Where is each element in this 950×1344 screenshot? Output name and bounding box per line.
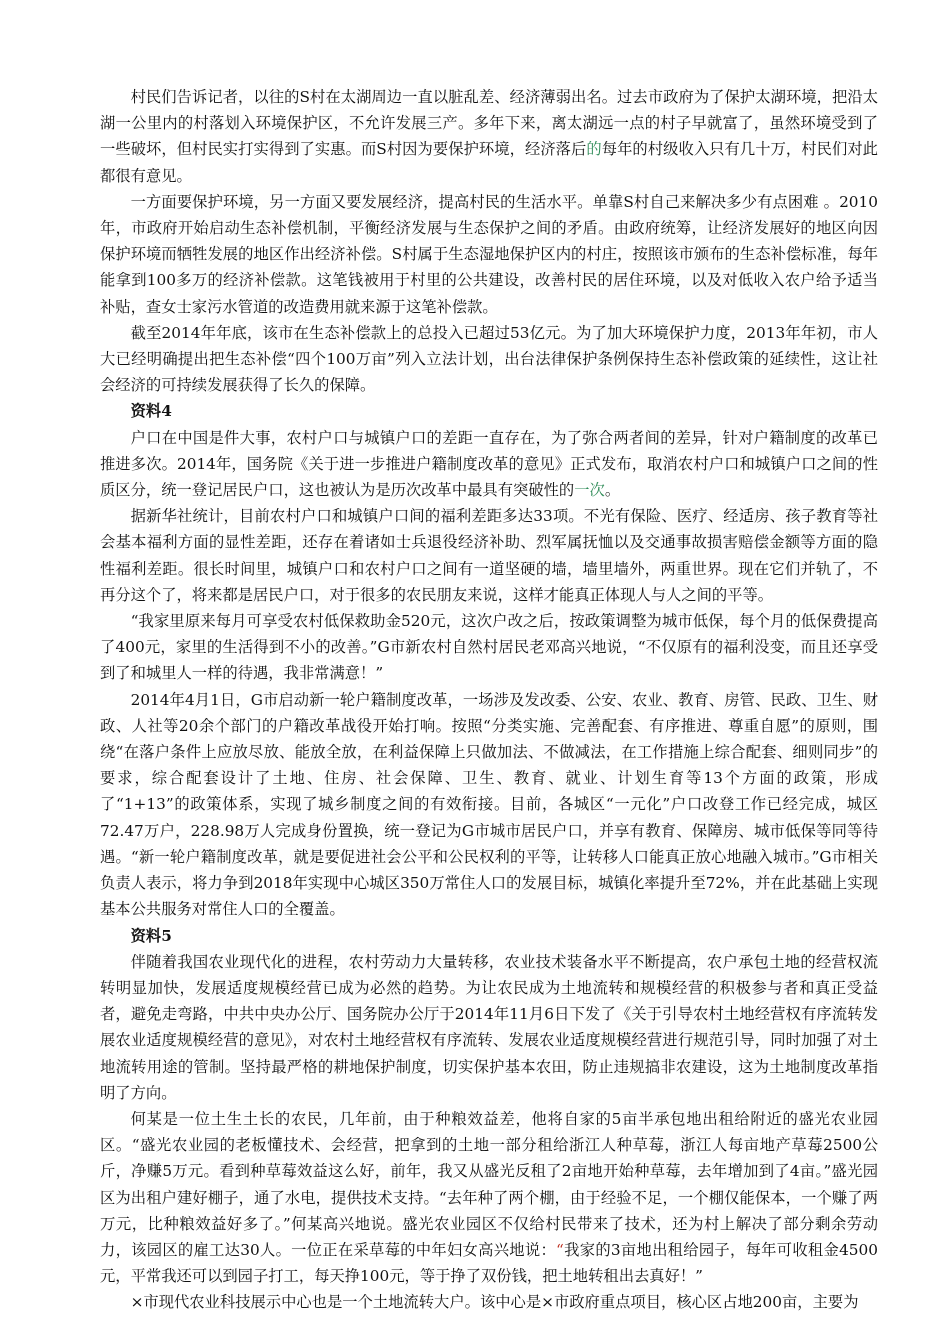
paragraph-compensation-investment: 截至2014年年底，该市在生态补偿款上的总投入已超过53亿元。为了加大环境保护力度，2013年年初，市人大已经明确提出把生态补偿“四个100万亩”列入立法计划，出台法律保护条例保持生态补偿政策的延续性，这让社会经济的可持续发展获得了长久的保障。 xyxy=(100,323,878,395)
paragraph-text: 户口在中国是件大事，农村户口与城镇户口的差距一直存在，为了弥合两者间的差异，针对户籍制度的改革已推进多次。2014年，国务院《关于进一步推进户籍制度改革的意见》正式发布，取消农村户口和城镇户口之间的性质区分，统一登记居民户口，这也被认为是历次改革中最具有突破性的 xyxy=(100,428,878,500)
paragraph-g-city-reform: 2014年4月1日，G市启动新一轮户籍制度改革，一场涉及发改委、公安、农业、教育、房管、民政、卫生、财政、人社等20余个部门的户籍改革战役开始打响。按照“分类实施、完善配套、有序推进、尊重自愿”的原则，围绕“在落户条件上应放尽放、能放全放，在利益保障上只做加法、不做减法，在工作措施上综合配套、细则同步”的要求，综合配套设计了土地、住房、社会保障、卫生、教育、就业、计划生育等13个方面的政策，形成了“1+13”的政策体系，实现了城乡制度之间的有效衔接。目前，各城区“一元化”户口改登工作已经完成，城区72.47万户，228.98万人完成身份置换，统一登记为G市城市居民户口，并享有教育、保障房、城市低保等同等待遇。“新一轮户籍制度改革，就是要促进社会公平和公民权利的平等，让转移人口能真正放心地融入城市。”G市相关负责人表示，将力争到2018年实现中心城区350万常住人口的发展目标，城镇化率提升至72%，并在此基础上实现基本公共服务对常住人口的全覆盖。 xyxy=(100,690,878,919)
paragraph-text: 。 xyxy=(604,481,621,500)
paragraph-text: 每年的村级收入只有几十万，村民们对此都很有意见。 xyxy=(100,140,878,185)
section-heading-material-5: 资料5 xyxy=(130,926,172,945)
document-page xyxy=(100,84,878,1316)
paragraph-welfare-gap: 据新华社统计，目前农村户口和城镇户口间的福利差距多达33项。不光有保险、医疗、经适房、孩子教育等社会基本福利方面的显性差距，还存在着诸如士兵退役经济补助、烈军属抚恤以及交通事故损害赔偿金额等方面的隐性福利差距。很长时间里，城镇户口和农村户口之间有一道坚硬的墙，墙里墙外，两重世界。现在它们并轨了，不再分这个了，将来都是居民户口，对于很多的农民朋友来说，这样才能真正体现人与人之间的平等。 xyxy=(100,507,878,604)
paragraph-eco-compensation: 一方面要保护环境，另一方面又要发展经济，提高村民的生活水平。单靠S村自己来解决多少有点困难 。2010年，市政府开始启动生态补偿机制，平衡经济发展与生态保护之间的矛盾。由政府统筹，让经济发展好的地区向因保护环境而牺牲发展的地区作出经济补偿。S村属于生态湿地保护区内的村庄，按照该市颁布的生态补偿标准，每年能拿到100多万的经济补偿款。这笔钱被用于村里的公共建设，改善村民的居住环境，以及对低收入农户给予适当补贴，查女士家污水管道的改造费用就来源于这笔补偿款。 xyxy=(100,192,878,316)
paragraph-s-village-history xyxy=(100,84,878,189)
paragraph-tech-center: ×市现代农业科技展示中心也是一个土地流转大户。该中心是×市政府重点项目，核心区占地200亩，主要为 xyxy=(130,1293,859,1312)
paragraph-resident-quote: “我家里原来每月可享受农村低保救助金520元，这次户改之后，按政策调整为城市低保，每个月的低保费提高了400元，家里的生活得到不小的改善。”G市新农村自然村居民老邓高兴地说，“不仅原有的福利没变，而且还享受到了和城里人一样的待遇，我非常满意！” xyxy=(100,612,878,683)
section-heading-material-4: 资料4 xyxy=(130,402,172,421)
highlighted-char: 的 xyxy=(586,140,602,159)
paragraph-farmer-story xyxy=(100,1106,878,1289)
paragraph-text: 村民们告诉记者，以往的S村在太湖周边一直以脏乱差、经济薄弱出名。过去市政府为了保护太湖环境，把沿太湖一公里内的村落划入环境保护区，不允许发展三产。多年下来，离太湖远一点的村子早就富了，虽然环境受到了一些破坏，但村民实打实得到了实惠。而S村因为要保护环境，经济落后 xyxy=(100,88,878,159)
highlighted-quote-mark: “ xyxy=(556,1240,564,1259)
highlighted-text: 一次 xyxy=(574,481,605,500)
paragraph-text: 我家的3亩地出租给园子，每年可收租金4500元，平常我还可以到园子打工，每天挣100元，等于挣了双份钱，把土地转租出去真好！” xyxy=(100,1240,878,1286)
paragraph-text: 何某是一位土生土长的农民，几年前，由于种粮效益差，他将自家的5亩半承包地出租给附近的盛光农业园区。“盛光农业园的老板懂技术、会经营，把拿到的土地一部分租给浙江人种草莓，浙江人每亩地产草莓2500公斤，净赚5万元。看到种草莓效益这么好，前年，我又从盛光反租了2亩地开始种草莓，去年增加到了4亩。”盛光园区为出租户建好棚子，通了水电，提供技术支持。“去年种了两个棚，由于经验不足，一个棚仅能保本，一个赚了两万元，比种粮效益好多了。”何某高兴地说。盛光农业园区不仅给村民带来了技术，还为村上解决了部分剩余劳动力，该园区的雇工达30人。一位正在采草莓的中年妇女高兴地说： xyxy=(100,1109,878,1259)
paragraph-hukou-reform xyxy=(100,425,878,504)
paragraph-land-transfer-policy: 伴随着我国农业现代化的进程，农村劳动力大量转移，农业技术装备水平不断提高，农户承包土地的经营权流转明显加快，发展适度规模经营已成为必然的趋势。为让农民成为土地流转和规模经营的积极参与者和真正受益者，避免走弯路，中共中央办公厅、国务院办公厅于2014年11月6日下发了《关于引导农村土地经营权有序流转发展农业适度规模经营的意见》，对农村土地经营权有序流转、发展农业适度规模经营进行规范引导，同时加强了对土地流转用途的管制。坚持最严格的耕地保护制度，切实保护基本农田，防止违规搞非农建设，这为土地制度改革指明了方向。 xyxy=(100,952,878,1102)
